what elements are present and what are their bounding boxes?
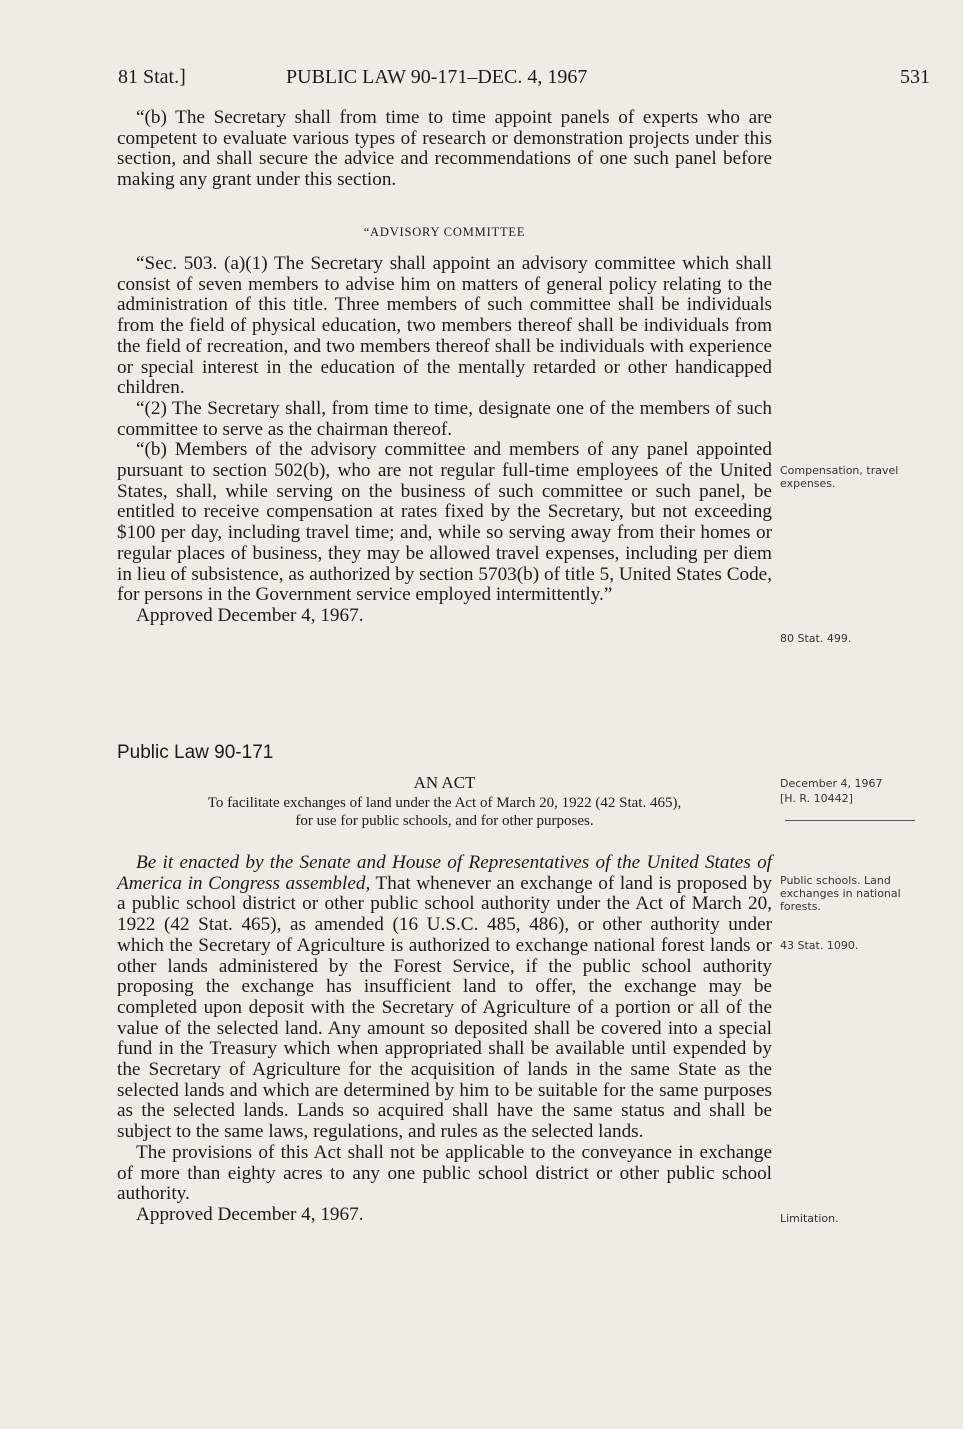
margin-rule bbox=[785, 820, 915, 821]
margin-note-date: December 4, 1967 bbox=[780, 777, 883, 790]
act-description bbox=[117, 794, 772, 830]
margin-note-80-stat: 80 Stat. 499. bbox=[780, 632, 852, 645]
page-number: 531 bbox=[900, 66, 930, 88]
section-503a2: “(2) The Secretary shall, from time to time, designate one of the members of such committee to serve as the chairman thereof. bbox=[117, 397, 772, 440]
enacting-clause: Be it enacted by the Senate and House of Representatives of the United States of America in Congress assembled, bbox=[117, 852, 772, 894]
margin-note-compensation: Compensation, travel expenses. bbox=[780, 464, 899, 490]
body-paragraph-1 bbox=[117, 853, 772, 1143]
approved-date-1: Approved December 4, 1967. bbox=[136, 604, 364, 626]
advisory-heading: “ADVISORY COMMITTEE bbox=[363, 225, 526, 239]
act-desc-line2: for use for public schools, and for other purposes. bbox=[295, 813, 594, 829]
public-law-number: Public Law 90-171 bbox=[117, 742, 274, 763]
top-text-block bbox=[117, 108, 772, 191]
header-title: PUBLIC LAW 90-171–DEC. 4, 1967 bbox=[286, 66, 588, 88]
header-volume: 81 Stat.] bbox=[118, 66, 186, 88]
section-503-block bbox=[117, 254, 772, 627]
act-title: AN ACT bbox=[413, 773, 476, 792]
approved-date-2: Approved December 4, 1967. bbox=[136, 1203, 364, 1225]
body-paragraph-2: The provisions of this Act shall not be applicable to the conveyance in exchange of more than eighty acres to any one public school district or other public school authority. bbox=[117, 1141, 772, 1205]
section-503a1: “Sec. 503. (a)(1) The Secretary shall appoint an advisory committee which shall consist of seven members to advise him on matters of general policy relating to the administration of this title. Three members of such committee shall be individuals from the field of physical education, two members thereof shall be individuals from the field of recreation, and two members thereof shall be individuals with experience or special interest in the education of the mentally retarded or other handicapped children. bbox=[117, 253, 772, 399]
act-body bbox=[117, 853, 772, 1226]
section-502b: “(b) The Secretary shall from time to time appoint panels of experts who are competent to evaluate various types of research or demonstration projects under this section, and shall secure the advice and recommendations of one such panel before making any grant under this section. bbox=[117, 107, 772, 191]
act-desc-line1: To facilitate exchanges of land under the Act of March 20, 1922 (42 Stat. 465), bbox=[207, 795, 682, 811]
margin-note-public-schools: Public schools. Land exchanges in national forests. bbox=[780, 874, 901, 913]
section-503b: “(b) Members of the advisory committee and members of any panel appointed pursuant to section 502(b), who are not regular full-time employees of the United States, shall, while serving on the business of such committee or such panel, be entitled to receive compensation at rates fixed by the Secretary, but not exceeding $100 per day, including travel time; and, while so serving away from their homes or regular places of business, they may be allowed travel expenses, including per diem in lieu of subsistence, as authorized by section 5703(b) of title 5, United States Code, for persons in the Government service employed intermittently.” bbox=[117, 439, 772, 606]
margin-note-limitation: Limitation. bbox=[780, 1212, 839, 1225]
margin-note-43-stat: 43 Stat. 1090. bbox=[780, 939, 859, 952]
margin-note-hr: [H. R. 10442] bbox=[780, 792, 853, 805]
body-text-1: That whenever an exchange of land is proposed by a public school district or other public school authority under the Act of March 20, 1922 (42 Stat. 465), as amended (16 U.S.C. 485, 486), or other authority under which the Secretary of Agriculture is authorized to exchange national forest lands or other lands administered by the Forest Service, if the public school authority proposing the exchange has insufficient land to offer, the exchange may be completed upon deposit with the Secretary of Agriculture of a portion or all of the value of the selected land. Any amount so deposited shall be covered into a special fund in the Treasury which when appropriated shall be available until expended by the Secretary of Agriculture for the acquisition of lands in the same State as the selected lands and which are determined by him to be suitable for the same purposes as the selected lands. Lands so acquired shall have the same status and shall be subject to the same laws, regulations, and rules as the selected lands. bbox=[117, 872, 772, 1143]
